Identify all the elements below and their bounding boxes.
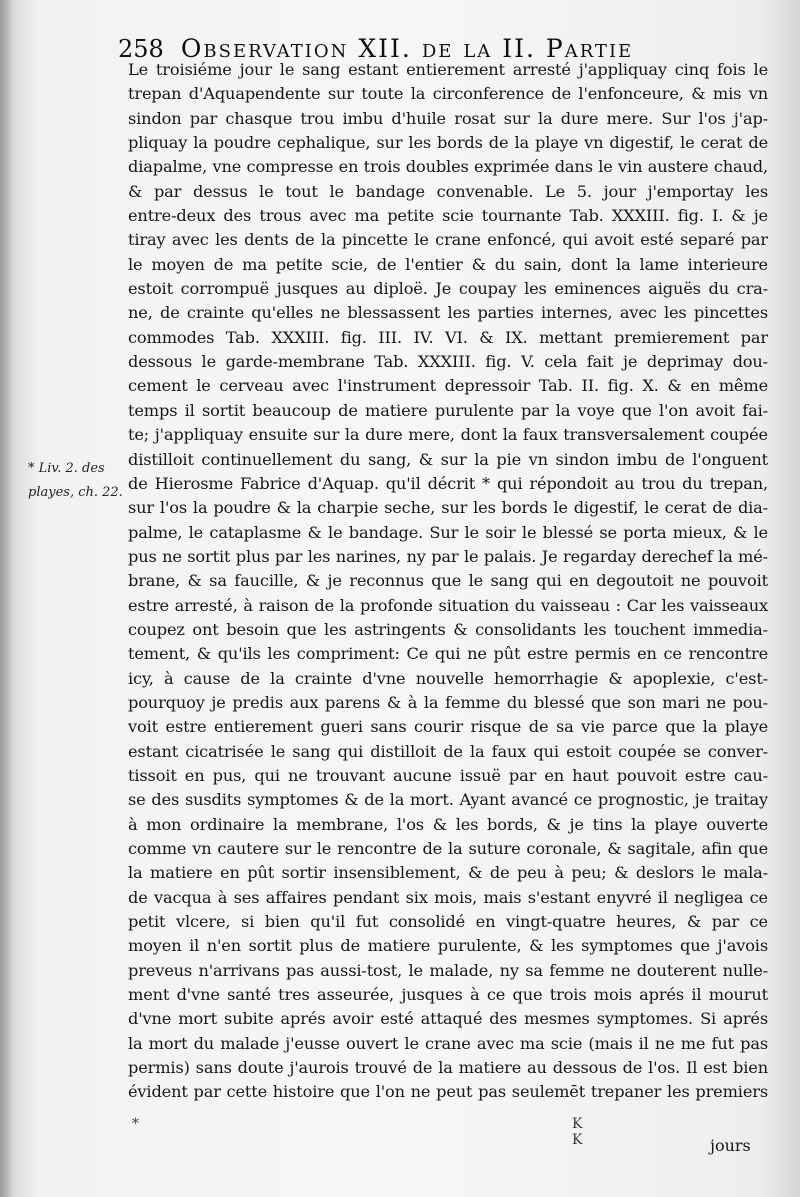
gutter-shadow: [0, 0, 14, 1197]
text-line: distilloit continuellement du sang, & sur la pie vn sindon imbu de l'onguent: [128, 449, 768, 469]
text-line: entre-deux des trous avec ma petite scie tournante Tab. XXXIII. fig. I. & je: [128, 206, 768, 226]
text-line: d'vne mort subite aprés avoir esté attaqué des mesmes symptomes. Si aprés: [128, 1009, 768, 1029]
text-line: icy, à cause de la crainte d'vne nouvelle hemorrhagie & apoplexie, c'est-: [128, 668, 768, 688]
text-line: permis) sans doute j'aurois trouvé de la matiere au dessous de l'os. Il est bien: [128, 1058, 768, 1078]
text-line: à mon ordinaire la membrane, l'os & les bords, & je tins la playe ouverte: [128, 814, 768, 834]
running-title: Observation XII. de la II. Partie: [180, 34, 634, 63]
text-line: estoit corrompuë jusques au diploë. Je coupay les eminences aiguës du cra-: [128, 279, 768, 299]
text-line: pourquoy je predis aux parens & à la femme du blessé que son mari ne pou-: [128, 692, 768, 712]
catchword: jours: [710, 1136, 751, 1155]
text-line: coupez ont besoin que les astringents & consolidants les touchent immedia-: [128, 619, 768, 639]
margin-note: [28, 457, 124, 505]
text-line: ment d'vne santé tres asseurée, jusques à ce que trois mois aprés il mourut: [128, 985, 768, 1005]
text-line: commodes Tab. XXXIII. fig. III. IV. VI. & IX. mettant premierement par: [128, 327, 768, 347]
text-line: estre arresté, à raison de la profonde situation du vaisseau : Car les vaisseaux: [128, 595, 768, 615]
text-line: cement le cerveau avec l'instrument depressoir Tab. II. fig. X. & en même: [128, 376, 768, 396]
text-line: petit vlcere, si bien qu'il fut consolidé en vingt-quatre heures, & par ce: [128, 912, 768, 932]
margin-note-line: playes, ch. 22.: [28, 485, 123, 500]
text-line: se des susdits symptomes & de la mort. Ayant avancé ce prognostic, je traitay: [128, 790, 768, 810]
text-line: de Hierosme Fabrice d'Aquap. qu'il décrit * qui répondoit au trou du trepan,: [128, 473, 768, 493]
body-text: [128, 58, 768, 1105]
text-line: tiray avec les dents de la pincette le crane enfoncé, qui avoit esté separé par: [128, 230, 768, 250]
margin-note-line: * Liv. 2. des: [28, 461, 105, 476]
text-line: palme, le cataplasme & le bandage. Sur le soir le blessé se porta mieux, & le: [128, 522, 768, 542]
text-line: pus ne sortit plus par les narines, ny par le palais. Je regarday derechef la mé-: [128, 546, 768, 566]
text-line: ne, de crainte qu'elles ne blessassent les parties internes, avec les pincettes: [128, 303, 768, 323]
signature-left: *: [132, 1116, 141, 1132]
text-line: évident par cette histoire que l'on ne peut pas seulemēt trepaner les premiers: [128, 1082, 768, 1102]
text-line: diapalme, vne compresse en trois doubles exprimée dans le vin austere chaud,: [128, 157, 768, 177]
text-line: te; j'appliquay ensuite sur la dure mere, dont la faux transversalement coupée: [128, 425, 768, 445]
text-line: moyen il n'en sortit plus de matiere purulente, & les symptomes que j'avois: [128, 936, 768, 956]
text-line: la matiere en pût sortir insensiblement, & de peu à peu; & deslors le mala-: [128, 863, 768, 883]
text-line: & par dessus le tout le bandage convenable. Le 5. jour j'emportay les: [128, 181, 768, 201]
text-line: estant cicatrisée le sang qui distilloit de la faux qui estoit coupée se conver-: [128, 741, 768, 761]
text-line: tement, & qu'ils les compriment: Ce qui ne pût estre permis en ce rencontre: [128, 644, 768, 664]
signature-right: K K: [572, 1116, 585, 1148]
text-line: la mort du malade j'eusse ouvert le crane avec ma scie (mais il ne me fut pas: [128, 1033, 768, 1053]
text-line: sur l'os la poudre & la charpie seche, sur les bords le digestif, le cerat de dia-: [128, 498, 768, 518]
text-line: preveus n'arrivans pas aussi-tost, le malade, ny sa femme ne douterent nulle-: [128, 960, 768, 980]
signature-marks: [132, 1116, 585, 1148]
page-number: 258: [118, 35, 164, 63]
text-line: le moyen de ma petite scie, de l'entier & du sain, dont la lame interieure: [128, 254, 768, 274]
text-line: Le troisiéme jour le sang estant entierement arresté j'appliquay cinq fois le: [128, 60, 768, 79]
text-line: temps il sortit beaucoup de matiere purulente par la voye que l'on avoit fai-: [128, 400, 768, 420]
text-line: pliquay la poudre cephalique, sur les bords de la playe vn digestif, le cerat de: [128, 133, 768, 153]
text-line: voit estre entierement gueri sans courir risque de sa vie parce que la playe: [128, 717, 768, 737]
text-line: comme vn cautere sur le rencontre de la suture coronale, & sagitale, afin que: [128, 839, 768, 858]
text-line: dessous le garde-membrane Tab. XXXIII. fig. V. cela fait je deprimay dou-: [128, 352, 768, 372]
text-line: tissoit en pus, qui ne trouvant aucune issuë par en haut pouvoit estre cau-: [128, 765, 768, 785]
text-line: trepan d'Aquapendente sur toute la circonference de l'enfonceure, & mis vn: [128, 84, 768, 104]
text-line: sindon par chasque trou imbu d'huile rosat sur la dure mere. Sur l'os j'ap-: [128, 108, 768, 128]
text-line: brane, & sa faucille, & je reconnus que le sang qui en degoutoit ne pouvoit: [128, 571, 768, 591]
text-line: de vacqua à ses affaires pendant six mois, mais s'estant enyvré il negligea ce: [128, 887, 768, 907]
